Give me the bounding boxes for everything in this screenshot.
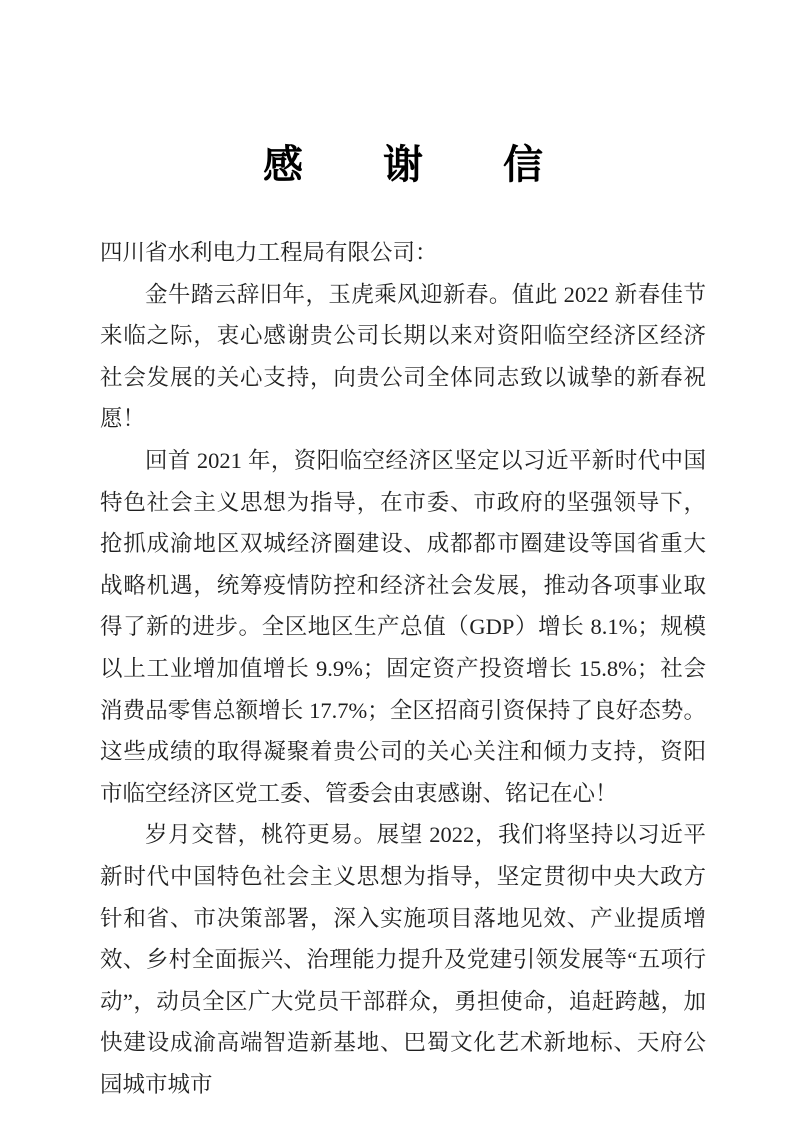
letter-paragraph: 金牛踏云辞旧年，玉虎乘风迎新春。值此 2022 新春佳节来临之际，衷心感谢贵公司长期以来对资阳临空经济区经济社会发展的关心支持，向贵公司全体同志致以诚挚的新春祝愿！ [100, 281, 706, 432]
letter-title: 感 谢 信 [263, 142, 543, 187]
letter-paragraph: 岁月交替，桃符更易。展望 2022，我们将坚持以习近平新时代中国特色社会主义思想为指导，坚定贯彻中央大政方针和省、市决策部署，深入实施项目落地见效、产业提质增效、乡村全面振兴、治理能力提升及党建引领发展等“五项行动”，动员全区广大党员干部群众，勇担使命，追赶跨越，加快建设成渝高端智造新基地、巴蜀文化艺术新地标、天府公园城市城市 [100, 822, 706, 1097]
letter-body [100, 232, 706, 1105]
letter-salutation: 四川省水利电力工程局有限公司： [100, 240, 438, 265]
letter-paragraph: 回首 2021 年，资阳临空经济区坚定以习近平新时代中国特色社会主义思想为指导，在市委、市政府的坚强领导下，抢抓成渝地区双城经济圈建设、成都都市圈建设等国省重大战略机遇，统筹疫情防控和经济社会发展，推动各项事业取得了新的进步。全区地区生产总值（GDP）增长 8.1%；规模以上工业增加值增长 9.9%；固定资产投资增长 15.8%；社会消费品零售总额增长 17.7%；全区招商引资保持了良好态势。这些成绩的取得凝聚着贵公司的关心关注和倾力支持，资阳市临空经济区党工委、管委会由衷感谢、铭记在心！ [100, 447, 706, 806]
letter-content [100, 0, 706, 1105]
